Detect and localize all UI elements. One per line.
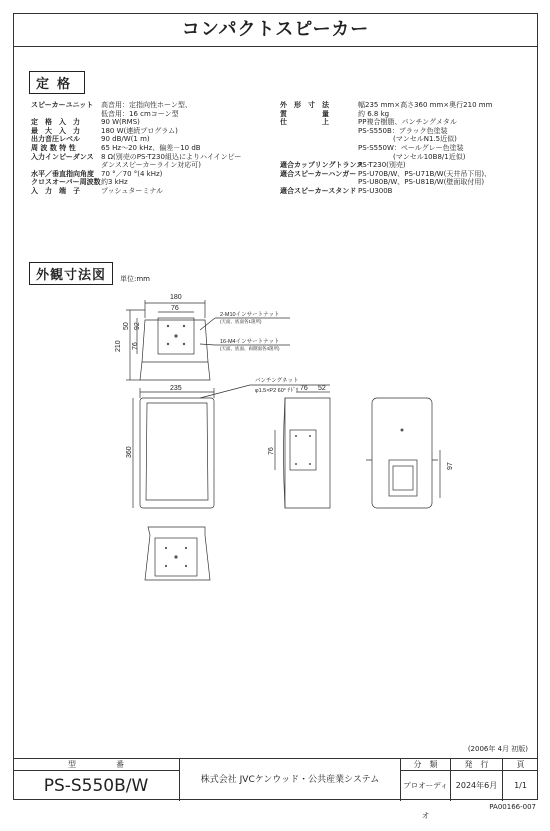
dim-76-side-left: 76 bbox=[268, 447, 275, 455]
spec-label: クロスオーバー周波数 bbox=[31, 178, 101, 187]
spec-value: 8 Ω(別売のPS-T230組込によりハイインピー bbox=[101, 152, 242, 161]
spec-label: 適合カップリングトランス bbox=[280, 161, 364, 170]
page-title: コンパクトスピーカー bbox=[13, 13, 538, 47]
m4-sub: (天面、底面、両側面各4箇所) bbox=[220, 346, 280, 351]
model-number: PS-S550B/W bbox=[13, 771, 180, 801]
dim-360: 360 bbox=[126, 446, 133, 458]
dim-76-side: 76 bbox=[132, 342, 139, 350]
dim-97: 97 bbox=[447, 462, 454, 470]
spec-value: PS-S550W：ペールグレー色塗装 bbox=[358, 143, 464, 152]
spec-value: プッシュターミナル bbox=[101, 186, 164, 195]
page-header: 頁 bbox=[503, 759, 538, 771]
page-value: 1/1 bbox=[514, 781, 527, 790]
dim-210: 210 bbox=[115, 340, 122, 352]
class-value: プロオーディオ bbox=[401, 771, 451, 801]
spec-value: PS-U70B/W、PS-U71B/W(天井吊下用)、 bbox=[358, 169, 492, 178]
spec-value: 180 W(連続プログラム) bbox=[101, 126, 178, 135]
spec-value: (マンセルN1.5近似) bbox=[358, 135, 457, 144]
spec-value: 90 dB/W(1 m) bbox=[101, 135, 150, 144]
section-heading-spec: 定格 bbox=[29, 71, 85, 94]
company-name: 株式会社 JVCケンウッド・公共産業システム bbox=[180, 759, 401, 801]
spec-value: ダンススピーカーライン対応可) bbox=[101, 161, 201, 170]
spec-value: 約3 kHz bbox=[101, 178, 128, 187]
spec-value: 70 °／70 °(4 kHz) bbox=[101, 169, 163, 178]
unit-label: 単位:mm bbox=[120, 275, 150, 283]
dim-76-top: 76 bbox=[171, 305, 179, 312]
dim-50: 50 bbox=[123, 322, 130, 330]
issue-value: 2024年6月 bbox=[451, 771, 503, 801]
m4-label: 16-M4インサートナット bbox=[220, 339, 280, 345]
spec-label: 水平／垂直指向角度 bbox=[31, 169, 94, 178]
spec-label: 質 量 bbox=[280, 109, 329, 118]
spec-value: 90 W(RMS) bbox=[101, 118, 140, 127]
model-header: 型 番 bbox=[13, 759, 180, 771]
section-heading-dims: 外観寸法図 bbox=[29, 262, 113, 285]
dim-76-side-top: 76 bbox=[300, 385, 308, 392]
spec-label: 出力音圧レベル bbox=[31, 135, 80, 144]
issue-header: 発 行 bbox=[451, 759, 503, 771]
spec-value: PP複合樹脂、パンチングメタル bbox=[358, 118, 457, 127]
punch-label: パンチングネット bbox=[255, 378, 299, 384]
edition-note: (2006年 4月 初版) bbox=[467, 745, 528, 753]
m10-label: 2-M10インサートナット bbox=[220, 312, 280, 318]
spec-label: 入 力 端 子 bbox=[31, 186, 80, 195]
spec-value: PS-U300B bbox=[358, 186, 393, 195]
dim-92: 92 bbox=[134, 322, 141, 330]
spec-value: PS-T230(別売) bbox=[358, 161, 406, 170]
spec-value: PS-U80B/W、PS-U81B/W(壁面取付用) bbox=[358, 178, 485, 187]
punch-sub: φ1.5×P2 60° ﾁﾄﾞﾘ bbox=[255, 388, 299, 394]
spec-label: 適合スピーカーハンガー bbox=[280, 169, 357, 178]
spec-label: スピーカーユニット bbox=[31, 101, 94, 109]
spec-value: 約 6.8 kg bbox=[358, 109, 390, 118]
m10-sub: (天面、底面各1箇所) bbox=[220, 319, 262, 324]
spec-value: PS-S550B：ブラック色塗装 bbox=[358, 126, 448, 135]
spec-label: 入力インピーダンス bbox=[31, 152, 94, 161]
spec-value: 低音用：16 cmコーン型 bbox=[101, 109, 179, 118]
spec-value: 65 Hz～20 kHz、偏差－10 dB bbox=[101, 143, 201, 152]
dim-235: 235 bbox=[170, 385, 182, 392]
spec-label: 仕 上 bbox=[280, 118, 329, 127]
spec-label: 外 形 寸 法 bbox=[280, 101, 329, 109]
spec-label: 最 大 入 力 bbox=[31, 126, 80, 135]
spec-value: 幅235 mm×高さ360 mm×奥行210 mm bbox=[358, 101, 493, 109]
document-number: PA00166-007 bbox=[489, 803, 536, 811]
spec-value: 高音用：定指向性ホーン型、 bbox=[101, 101, 192, 109]
spec-label: 適合スピーカースタンド bbox=[280, 186, 357, 195]
spec-label: 定 格 入 力 bbox=[31, 118, 80, 127]
spec-label: 周 波 数 特 性 bbox=[31, 143, 76, 152]
spec-value: (マンセル10B8/1近似) bbox=[358, 152, 466, 161]
dim-52: 52 bbox=[318, 385, 326, 392]
class-header: 分 類 bbox=[401, 759, 451, 771]
dim-180: 180 bbox=[170, 294, 182, 301]
